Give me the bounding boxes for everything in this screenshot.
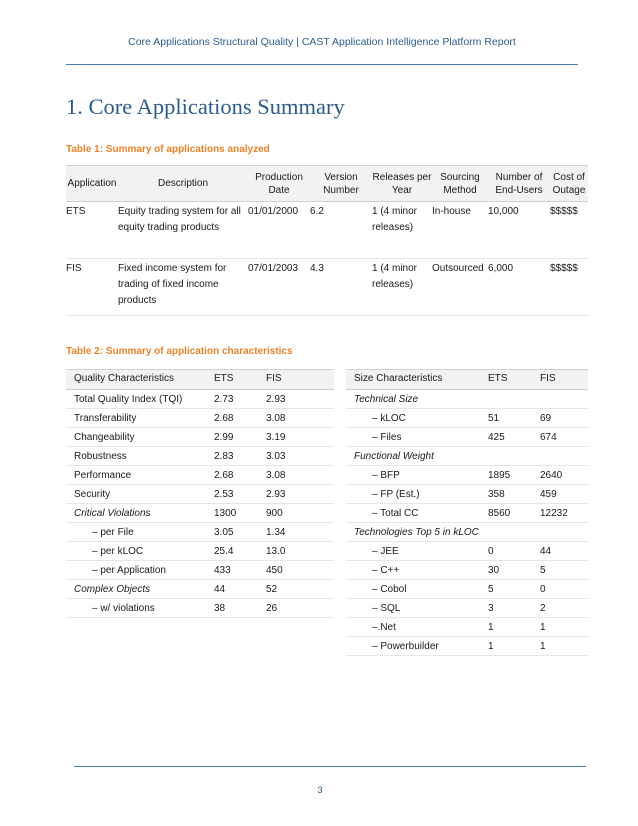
cell-ets: 25.4 bbox=[214, 542, 266, 561]
cell-fis: 26 bbox=[266, 599, 334, 618]
cell-ets: 1 bbox=[488, 637, 540, 656]
table-row bbox=[66, 447, 334, 466]
cell-ets: 5 bbox=[488, 580, 540, 599]
table-row bbox=[66, 599, 334, 618]
cell-label: Total Quality Index (TQI) bbox=[66, 390, 214, 409]
cell-ets: 2.68 bbox=[214, 466, 266, 485]
col-ets: ETS bbox=[488, 370, 540, 390]
page-number: 3 bbox=[317, 785, 323, 796]
cell-ets: 358 bbox=[488, 485, 540, 504]
table-row bbox=[346, 523, 588, 542]
cell-ets: 30 bbox=[488, 561, 540, 580]
table-row bbox=[346, 428, 588, 447]
table-row bbox=[346, 542, 588, 561]
cell-fis: 1 bbox=[540, 618, 588, 637]
cell-production-date: 07/01/2003 bbox=[248, 263, 299, 274]
col-quality-characteristics: Quality Characteristics bbox=[66, 370, 214, 390]
cell-fis: 69 bbox=[540, 409, 588, 428]
cell-label: – Total CC bbox=[346, 504, 488, 523]
cell-label: Transferability bbox=[66, 409, 214, 428]
cell-label: Robustness bbox=[66, 447, 214, 466]
table-row bbox=[346, 466, 588, 485]
table-row bbox=[346, 561, 588, 580]
table-row bbox=[66, 485, 334, 504]
cell-fis: 2.93 bbox=[266, 485, 334, 504]
cell-fis: 13.0 bbox=[266, 542, 334, 561]
cell-fis: 674 bbox=[540, 428, 588, 447]
table-row bbox=[66, 202, 588, 259]
table-row bbox=[66, 542, 334, 561]
cell-version: 4.3 bbox=[310, 263, 324, 274]
table-row bbox=[66, 523, 334, 542]
cell-fis: 5 bbox=[540, 561, 588, 580]
section-title: 1. Core Applications Summary bbox=[66, 94, 345, 119]
cell-fis: 2.93 bbox=[266, 390, 334, 409]
cell-label: Technologies Top 5 in kLOC bbox=[346, 523, 488, 542]
cell-application: ETS bbox=[66, 206, 86, 217]
cell-fis: 2 bbox=[540, 599, 588, 618]
cell-fis: 12232 bbox=[540, 504, 588, 523]
table-row bbox=[66, 409, 334, 428]
cell-fis: 44 bbox=[540, 542, 588, 561]
header-divider bbox=[66, 64, 578, 65]
cell-fis: 3.03 bbox=[266, 447, 334, 466]
table-row bbox=[66, 561, 334, 580]
cell-application: FIS bbox=[66, 263, 82, 274]
cell-label: – Powerbuilder bbox=[346, 637, 488, 656]
table-row bbox=[346, 447, 588, 466]
cell-label: – per File bbox=[66, 523, 214, 542]
cell-ets: 2.73 bbox=[214, 390, 266, 409]
cell-fis: 459 bbox=[540, 485, 588, 504]
cell-ets: 3.05 bbox=[214, 523, 266, 542]
table-row bbox=[346, 504, 588, 523]
cell-fis: 0 bbox=[540, 580, 588, 599]
cell-releases: 1 (4 minor releases) bbox=[372, 206, 418, 233]
table-row bbox=[66, 580, 334, 599]
cell-ets: 38 bbox=[214, 599, 266, 618]
col-fis: FIS bbox=[266, 370, 334, 390]
table-row bbox=[66, 504, 334, 523]
quality-characteristics-table bbox=[66, 369, 334, 618]
col-description: Description bbox=[118, 166, 248, 202]
cell-ets: 44 bbox=[214, 580, 266, 599]
table-row bbox=[66, 428, 334, 447]
cell-ets bbox=[488, 523, 540, 542]
cell-ets: 425 bbox=[488, 428, 540, 447]
cell-sourcing: Outsourced bbox=[432, 263, 484, 274]
cell-ets: 433 bbox=[214, 561, 266, 580]
cell-label: Performance bbox=[66, 466, 214, 485]
cell-ets: 3 bbox=[488, 599, 540, 618]
table2-caption: Table 2: Summary of application characteristics bbox=[66, 346, 293, 357]
cell-end-users: 6,000 bbox=[488, 263, 514, 274]
cell-label: – per Application bbox=[66, 561, 214, 580]
cell-cost: $$$$$ bbox=[550, 206, 578, 217]
table1-header-row bbox=[66, 166, 588, 202]
cell-label: – per kLOC bbox=[66, 542, 214, 561]
col-cost-of-outage: Cost of Outage bbox=[550, 166, 588, 202]
table-row bbox=[346, 637, 588, 656]
cell-label: Functional Weight bbox=[346, 447, 488, 466]
col-size-characteristics: Size Characteristics bbox=[346, 370, 488, 390]
cell-label: Changeability bbox=[66, 428, 214, 447]
col-production-date: Production Date bbox=[248, 166, 310, 202]
cell-label: Complex Objects bbox=[66, 580, 214, 599]
cell-ets bbox=[488, 390, 540, 409]
cell-ets: 51 bbox=[488, 409, 540, 428]
col-end-users: Number of End-Users bbox=[488, 166, 550, 202]
table-row bbox=[66, 390, 334, 409]
cell-label: Security bbox=[66, 485, 214, 504]
cell-label: – Cobol bbox=[346, 580, 488, 599]
cell-ets: 1 bbox=[488, 618, 540, 637]
cell-fis: 3.08 bbox=[266, 409, 334, 428]
cell-ets: 1300 bbox=[214, 504, 266, 523]
cell-ets: 2.68 bbox=[214, 409, 266, 428]
cell-label: – w/ violations bbox=[66, 599, 214, 618]
col-fis: FIS bbox=[540, 370, 588, 390]
table-row bbox=[346, 390, 588, 409]
col-application: Application bbox=[66, 166, 118, 202]
table-row bbox=[346, 618, 588, 637]
cell-label: – FP (Est.) bbox=[346, 485, 488, 504]
col-version-number: Version Number bbox=[310, 166, 372, 202]
size-characteristics-table bbox=[346, 369, 588, 656]
cell-ets: 0 bbox=[488, 542, 540, 561]
cell-fis: 1 bbox=[540, 637, 588, 656]
cell-end-users: 10,000 bbox=[488, 206, 519, 217]
cell-label: – C++ bbox=[346, 561, 488, 580]
cell-fis: 3.08 bbox=[266, 466, 334, 485]
table-row bbox=[346, 485, 588, 504]
footer-divider bbox=[74, 766, 586, 767]
cell-label: – JEE bbox=[346, 542, 488, 561]
cell-label: – SQL bbox=[346, 599, 488, 618]
table1-caption: Table 1: Summary of applications analyzed bbox=[66, 144, 270, 155]
quality-header-row bbox=[66, 370, 334, 390]
cell-fis bbox=[540, 447, 588, 466]
running-header: Core Applications Structural Quality | CAST Application Intelligence Platform Report bbox=[128, 36, 516, 48]
table-row bbox=[66, 259, 588, 316]
table-row bbox=[346, 599, 588, 618]
cell-fis bbox=[540, 390, 588, 409]
cell-sourcing: In-house bbox=[432, 206, 471, 217]
cell-label: –.Net bbox=[346, 618, 488, 637]
size-header-row bbox=[346, 370, 588, 390]
cell-description: Equity trading system for all equity trading products bbox=[118, 206, 241, 233]
cell-label: Technical Size bbox=[346, 390, 488, 409]
col-ets: ETS bbox=[214, 370, 266, 390]
cell-ets: 2.99 bbox=[214, 428, 266, 447]
cell-fis: 900 bbox=[266, 504, 334, 523]
cell-label: – BFP bbox=[346, 466, 488, 485]
cell-label: – Files bbox=[346, 428, 488, 447]
cell-fis bbox=[540, 523, 588, 542]
col-sourcing-method: Sourcing Method bbox=[432, 166, 488, 202]
table-row bbox=[346, 580, 588, 599]
applications-table bbox=[66, 165, 588, 316]
cell-releases: 1 (4 minor releases) bbox=[372, 263, 418, 290]
cell-label: Critical Violations bbox=[66, 504, 214, 523]
cell-description: Fixed income system for trading of fixed income products bbox=[118, 263, 227, 306]
cell-ets: 2.53 bbox=[214, 485, 266, 504]
cell-cost: $$$$$ bbox=[550, 263, 578, 274]
table-row bbox=[346, 409, 588, 428]
cell-fis: 2640 bbox=[540, 466, 588, 485]
cell-version: 6.2 bbox=[310, 206, 324, 217]
col-releases-per-year: Releases per Year bbox=[372, 166, 432, 202]
cell-ets bbox=[488, 447, 540, 466]
cell-fis: 52 bbox=[266, 580, 334, 599]
cell-fis: 3.19 bbox=[266, 428, 334, 447]
cell-ets: 8560 bbox=[488, 504, 540, 523]
cell-fis: 450 bbox=[266, 561, 334, 580]
cell-label: – kLOC bbox=[346, 409, 488, 428]
cell-production-date: 01/01/2000 bbox=[248, 206, 299, 217]
cell-fis: 1.34 bbox=[266, 523, 334, 542]
cell-ets: 1895 bbox=[488, 466, 540, 485]
table-row bbox=[66, 466, 334, 485]
cell-ets: 2.83 bbox=[214, 447, 266, 466]
